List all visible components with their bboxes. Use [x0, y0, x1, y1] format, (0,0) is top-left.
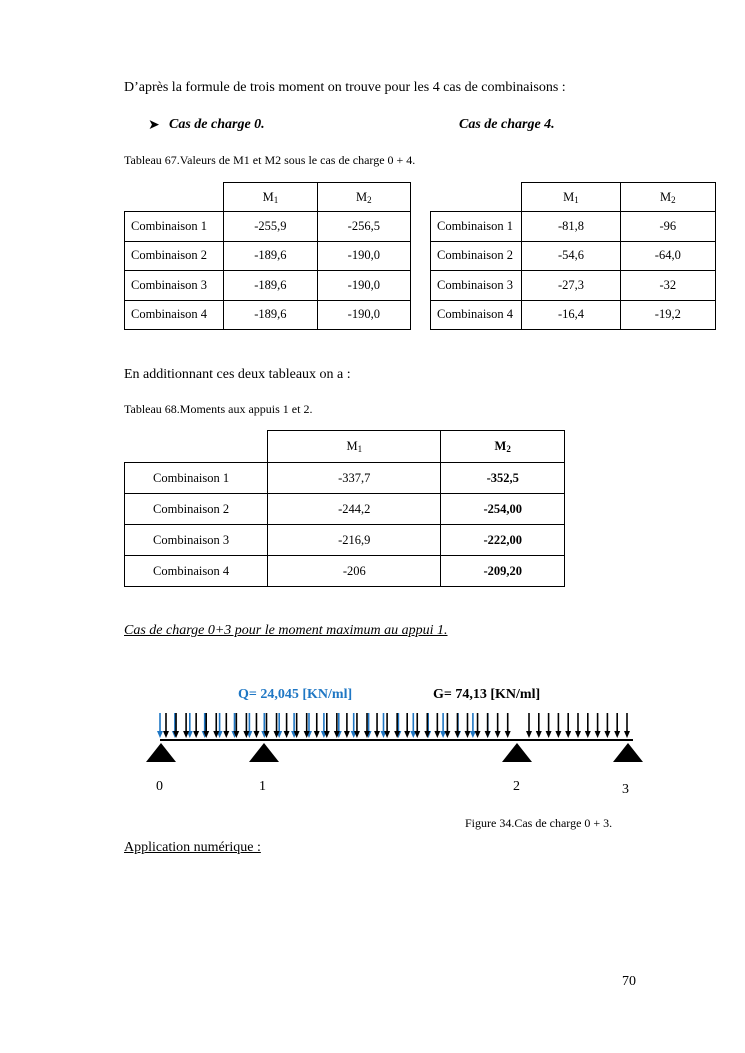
g-load-arrow-icon-head	[604, 731, 610, 738]
g-load-arrow-icon-head	[444, 731, 450, 738]
value-cell: -190,0	[317, 300, 410, 330]
row-label-cell: Combinaison 4	[125, 300, 224, 330]
g-load-arrow-icon-head	[434, 731, 440, 738]
g-load-arrow-icon-head	[163, 731, 169, 738]
g-load-arrow-icon-head	[575, 731, 581, 738]
g-load-arrow-icon-head	[344, 731, 350, 738]
support-label-2: 2	[513, 779, 520, 794]
g-load-arrow-icon-head	[624, 731, 630, 738]
header-subscript: 2	[367, 194, 372, 205]
row-label-cell: Combinaison 3	[125, 525, 268, 556]
g-load-arrow-icon-head	[505, 731, 511, 738]
value-cell: -337,7	[268, 463, 441, 494]
value-cell: -209,20	[441, 556, 565, 587]
header-text: M	[660, 189, 672, 204]
value-cell: -190,0	[317, 241, 410, 271]
g-load-arrow-icon-head	[555, 731, 561, 738]
header-subscript: 2	[671, 194, 676, 205]
value-cell: -19,2	[620, 300, 715, 330]
g-load-arrow-icon-head	[614, 731, 620, 738]
row-label-cell: Combinaison 3	[125, 271, 224, 301]
table68-caption: Tableau 68.Moments aux appuis 1 et 2.	[124, 402, 313, 416]
case-left-label: Cas de charge 0.	[169, 117, 265, 132]
g-load-arrow-icon-head	[465, 731, 471, 738]
row-label-cell: Combinaison 4	[431, 300, 522, 330]
g-load-arrow-icon-head	[374, 731, 380, 738]
value-cell: -244,2	[268, 494, 441, 525]
value-cell: -206	[268, 556, 441, 587]
g-load-label: G= 74,13 [KN/ml]	[433, 687, 541, 702]
header-text: M	[494, 439, 507, 453]
value-cell: -189,6	[224, 300, 317, 330]
header-text: M	[262, 189, 274, 204]
value-cell: -27,3	[522, 271, 620, 301]
row-label-cell: Combinaison 1	[125, 463, 268, 494]
g-load-arrow-icon-head	[546, 731, 552, 738]
header-text: M	[563, 189, 575, 204]
g-load-arrow-icon-head	[495, 731, 501, 738]
g-load-arrow-icon-head	[485, 731, 491, 738]
case-right-label: Cas de charge 4.	[459, 117, 555, 132]
row-label-cell: Combinaison 4	[125, 556, 268, 587]
row-label-cell: Combinaison 1	[125, 212, 224, 242]
support-label-0: 0	[156, 779, 163, 794]
support-triangle-icon	[249, 743, 279, 762]
value-cell: -96	[620, 212, 715, 242]
support-triangle-icon	[613, 743, 643, 762]
header-subscript: 1	[273, 194, 279, 205]
q-load-arrow-icon-head	[157, 731, 163, 738]
support-triangle-icon	[502, 743, 532, 762]
g-load-arrow-icon-head	[183, 731, 189, 738]
header-subscript: 2	[506, 444, 511, 454]
g-load-arrow-icon-head	[284, 731, 290, 738]
application-heading: Application numérique :	[124, 840, 261, 855]
value-cell: -222,00	[441, 525, 565, 556]
header-text: M	[346, 439, 358, 453]
support-label-3: 3	[622, 782, 629, 797]
g-load-arrow-icon-head	[595, 731, 601, 738]
g-load-arrow-icon-head	[536, 731, 542, 738]
sum-text: En additionnant ces deux tableaux on a :	[124, 367, 351, 382]
row-label-cell: Combinaison 2	[125, 241, 224, 271]
case03-title: Cas de charge 0+3 pour le moment maximum au appui 1.	[124, 623, 448, 638]
g-load-arrow-icon-head	[404, 731, 410, 738]
support-label-1: 1	[259, 779, 266, 794]
value-cell: -190,0	[317, 271, 410, 301]
value-cell: -189,6	[224, 241, 317, 271]
value-cell: -81,8	[522, 212, 620, 242]
g-load-arrow-icon-head	[475, 731, 481, 738]
row-label-cell: Combinaison 2	[125, 494, 268, 525]
g-load-arrow-icon-head	[193, 731, 199, 738]
value-cell: -64,0	[620, 241, 715, 271]
intro-text: D’après la formule de trois moment on trouve pour les 4 cas de combinaisons :	[124, 80, 566, 95]
header-subscript: 1	[574, 194, 579, 205]
g-load-arrow-icon-head	[585, 731, 591, 738]
g-load-arrow-icon-head	[223, 731, 229, 738]
g-load-arrow-icon-head	[253, 731, 259, 738]
q-load-label: Q= 24,045 [KN/ml]	[238, 687, 353, 702]
g-load-arrow-icon-head	[526, 731, 532, 738]
row-label-cell: Combinaison 2	[431, 241, 522, 271]
g-load-arrow-icon-head	[454, 731, 460, 738]
value-cell: -32	[620, 271, 715, 301]
value-cell: -16,4	[522, 300, 620, 330]
value-cell: -256,5	[317, 212, 410, 242]
page-number: 70	[622, 974, 636, 989]
value-cell: -189,6	[224, 271, 317, 301]
value-cell: -255,9	[224, 212, 317, 242]
row-label-cell: Combinaison 3	[431, 271, 522, 301]
value-cell: -352,5	[441, 463, 565, 494]
g-load-arrow-icon-head	[414, 731, 420, 738]
value-cell: -254,00	[441, 494, 565, 525]
value-cell: -216,9	[268, 525, 441, 556]
arrowhead-bullet-icon: ➤	[148, 118, 160, 133]
row-label-cell: Combinaison 1	[431, 212, 522, 242]
header-subscript: 1	[357, 444, 363, 454]
header-text: M	[355, 189, 368, 204]
g-load-arrow-icon-head	[565, 731, 571, 738]
g-load-arrow-icon-head	[314, 731, 320, 738]
figure-caption: Figure 34.Cas de charge 0 + 3.	[465, 816, 613, 830]
table67-caption-text: Tableau 67.Valeurs de M1 et M2 sous le cas de charge 0 + 4.	[124, 153, 416, 167]
value-cell: -54,6	[522, 241, 620, 271]
support-triangle-icon	[146, 743, 176, 762]
